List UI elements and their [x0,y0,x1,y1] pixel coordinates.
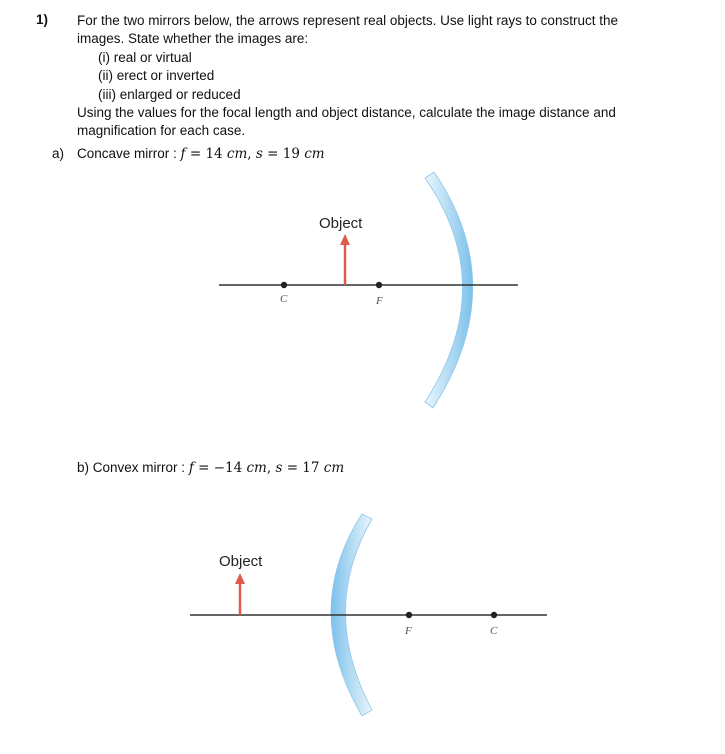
part-a-formula: f = 14 cm, s = 19 cm [180,146,325,162]
part-b-s-symbol: s [275,460,283,476]
question-intro-line-1: For the two mirrors below, the arrows represent real objects. Use light rays to construct the [77,13,618,28]
object-arrow-head-a [340,234,350,245]
convex-mirror-diagram [190,514,547,716]
object-label-b: Object [219,553,263,570]
part-a-f-symbol: f [180,146,186,162]
question-number: 1) [36,12,49,27]
center-of-curvature-label-b: C [490,625,498,637]
part-b-label: b) [77,460,90,475]
focal-point-a [376,282,382,288]
object-label-a: Object [319,215,363,232]
focal-point-b [406,612,412,618]
concave-mirror-diagram [219,172,518,408]
part-b-text: Convex mirror : [92,460,186,475]
center-of-curvature-point-a [281,282,287,288]
focal-point-label-b: F [405,625,412,637]
part-b-s-value: = 17 [286,460,320,476]
center-of-curvature-point-b [491,612,497,618]
part-a-s-value: = 19 [267,146,300,162]
criterion-enlarged-reduced: (iii) enlarged or reduced [98,87,241,102]
question-intro-line-2: images. State whether the images are: [77,31,309,46]
criterion-erect-inverted: (ii) erect or inverted [98,68,215,83]
part-b-f-value: = −14 [198,460,243,476]
part-b-unit-2: cm [323,460,345,476]
instruction-line-2: magnification for each case. [77,123,246,138]
concave-mirror [425,172,473,408]
part-a-unit-2: cm [304,146,325,162]
part-a-s-symbol: s [255,146,263,162]
part-a-unit-1: cm [226,146,248,162]
criterion-real-virtual: (i) real or virtual [98,50,192,65]
part-b-f-symbol: f [188,460,194,476]
part-b-unit-1: cm [246,460,267,476]
part-b-formula: f = −14 cm, s = 17 cm [188,460,345,476]
object-arrow-head-b [235,573,245,584]
center-of-curvature-label-a: C [280,293,288,305]
focal-point-label-a: F [376,295,383,307]
part-a-label: a) [52,146,65,161]
instruction-line-1: Using the values for the focal length and object distance, calculate the image distance and [77,105,616,120]
part-a-f-value: = 14 [189,146,223,162]
part-a-text: Concave mirror : [77,146,177,161]
